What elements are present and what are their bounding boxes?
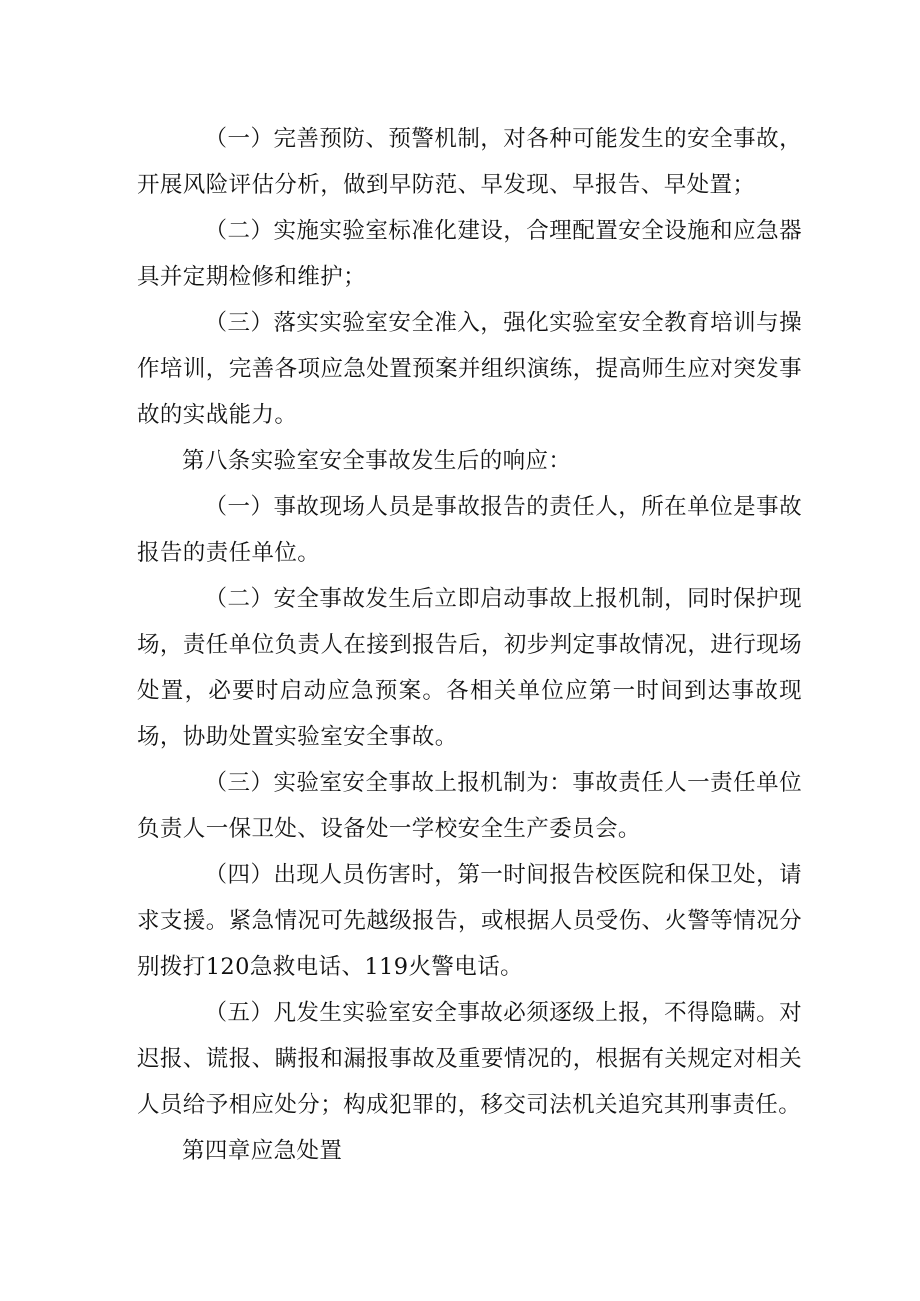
document-body [137,116,802,1174]
paragraph-reporting-chain: （三）实验室安全事故上报机制为：事故责任人一责任单位负责人一保卫处、设备处一学校安全生产委员会。 [137,770,802,842]
chapter-four-heading: 第四章应急处置 [182,1138,343,1164]
paragraph-reporting-mechanism: （二）安全事故发生后立即启动事故上报机制，同时保护现场，责任单位负责人在接到报告后，初步判定事故情况，进行现场处置，必要时启动应急预案。各相关单位应第一时间到达事故现场，协助处置实验室安全事故。 [137,586,802,750]
article-eight-heading: 第八条实验室安全事故发生后的响应： [182,448,572,474]
paragraph-responsible-person: （一）事故现场人员是事故报告的责任人，所在单位是事故报告的责任单位。 [137,494,802,566]
paragraph-access-training: （三）落实实验室安全准入，强化实验室安全教育培训与操作培训，完善各项应急处置预案并组织演练，提高师生应对突发事故的实战能力。 [137,310,802,428]
paragraph-standardization: （二）实施实验室标准化建设，合理配置安全设施和应急器具并定期检修和维护； [137,218,802,290]
paragraph-no-concealment: （五）凡发生实验室安全事故必须逐级上报，不得隐瞒。对迟报、谎报、瞒报和漏报事故及重要情况的，根据有关规定对相关人员给予相应处分；构成犯罪的，移交司法机关追究其刑事责任。 [137,1000,802,1118]
paragraph-injury-response: （四）出现人员伤害时，第一时间报告校医院和保卫处，请求支援。紧急情况可先越级报告，或根据人员受伤、火警等情况分别拨打120急救电话、119火警电话。 [137,862,802,980]
paragraph-prevention: （一）完善预防、预警机制，对各种可能发生的安全事故，开展风险评估分析，做到早防范、早发现、早报告、早处置； [137,126,802,198]
